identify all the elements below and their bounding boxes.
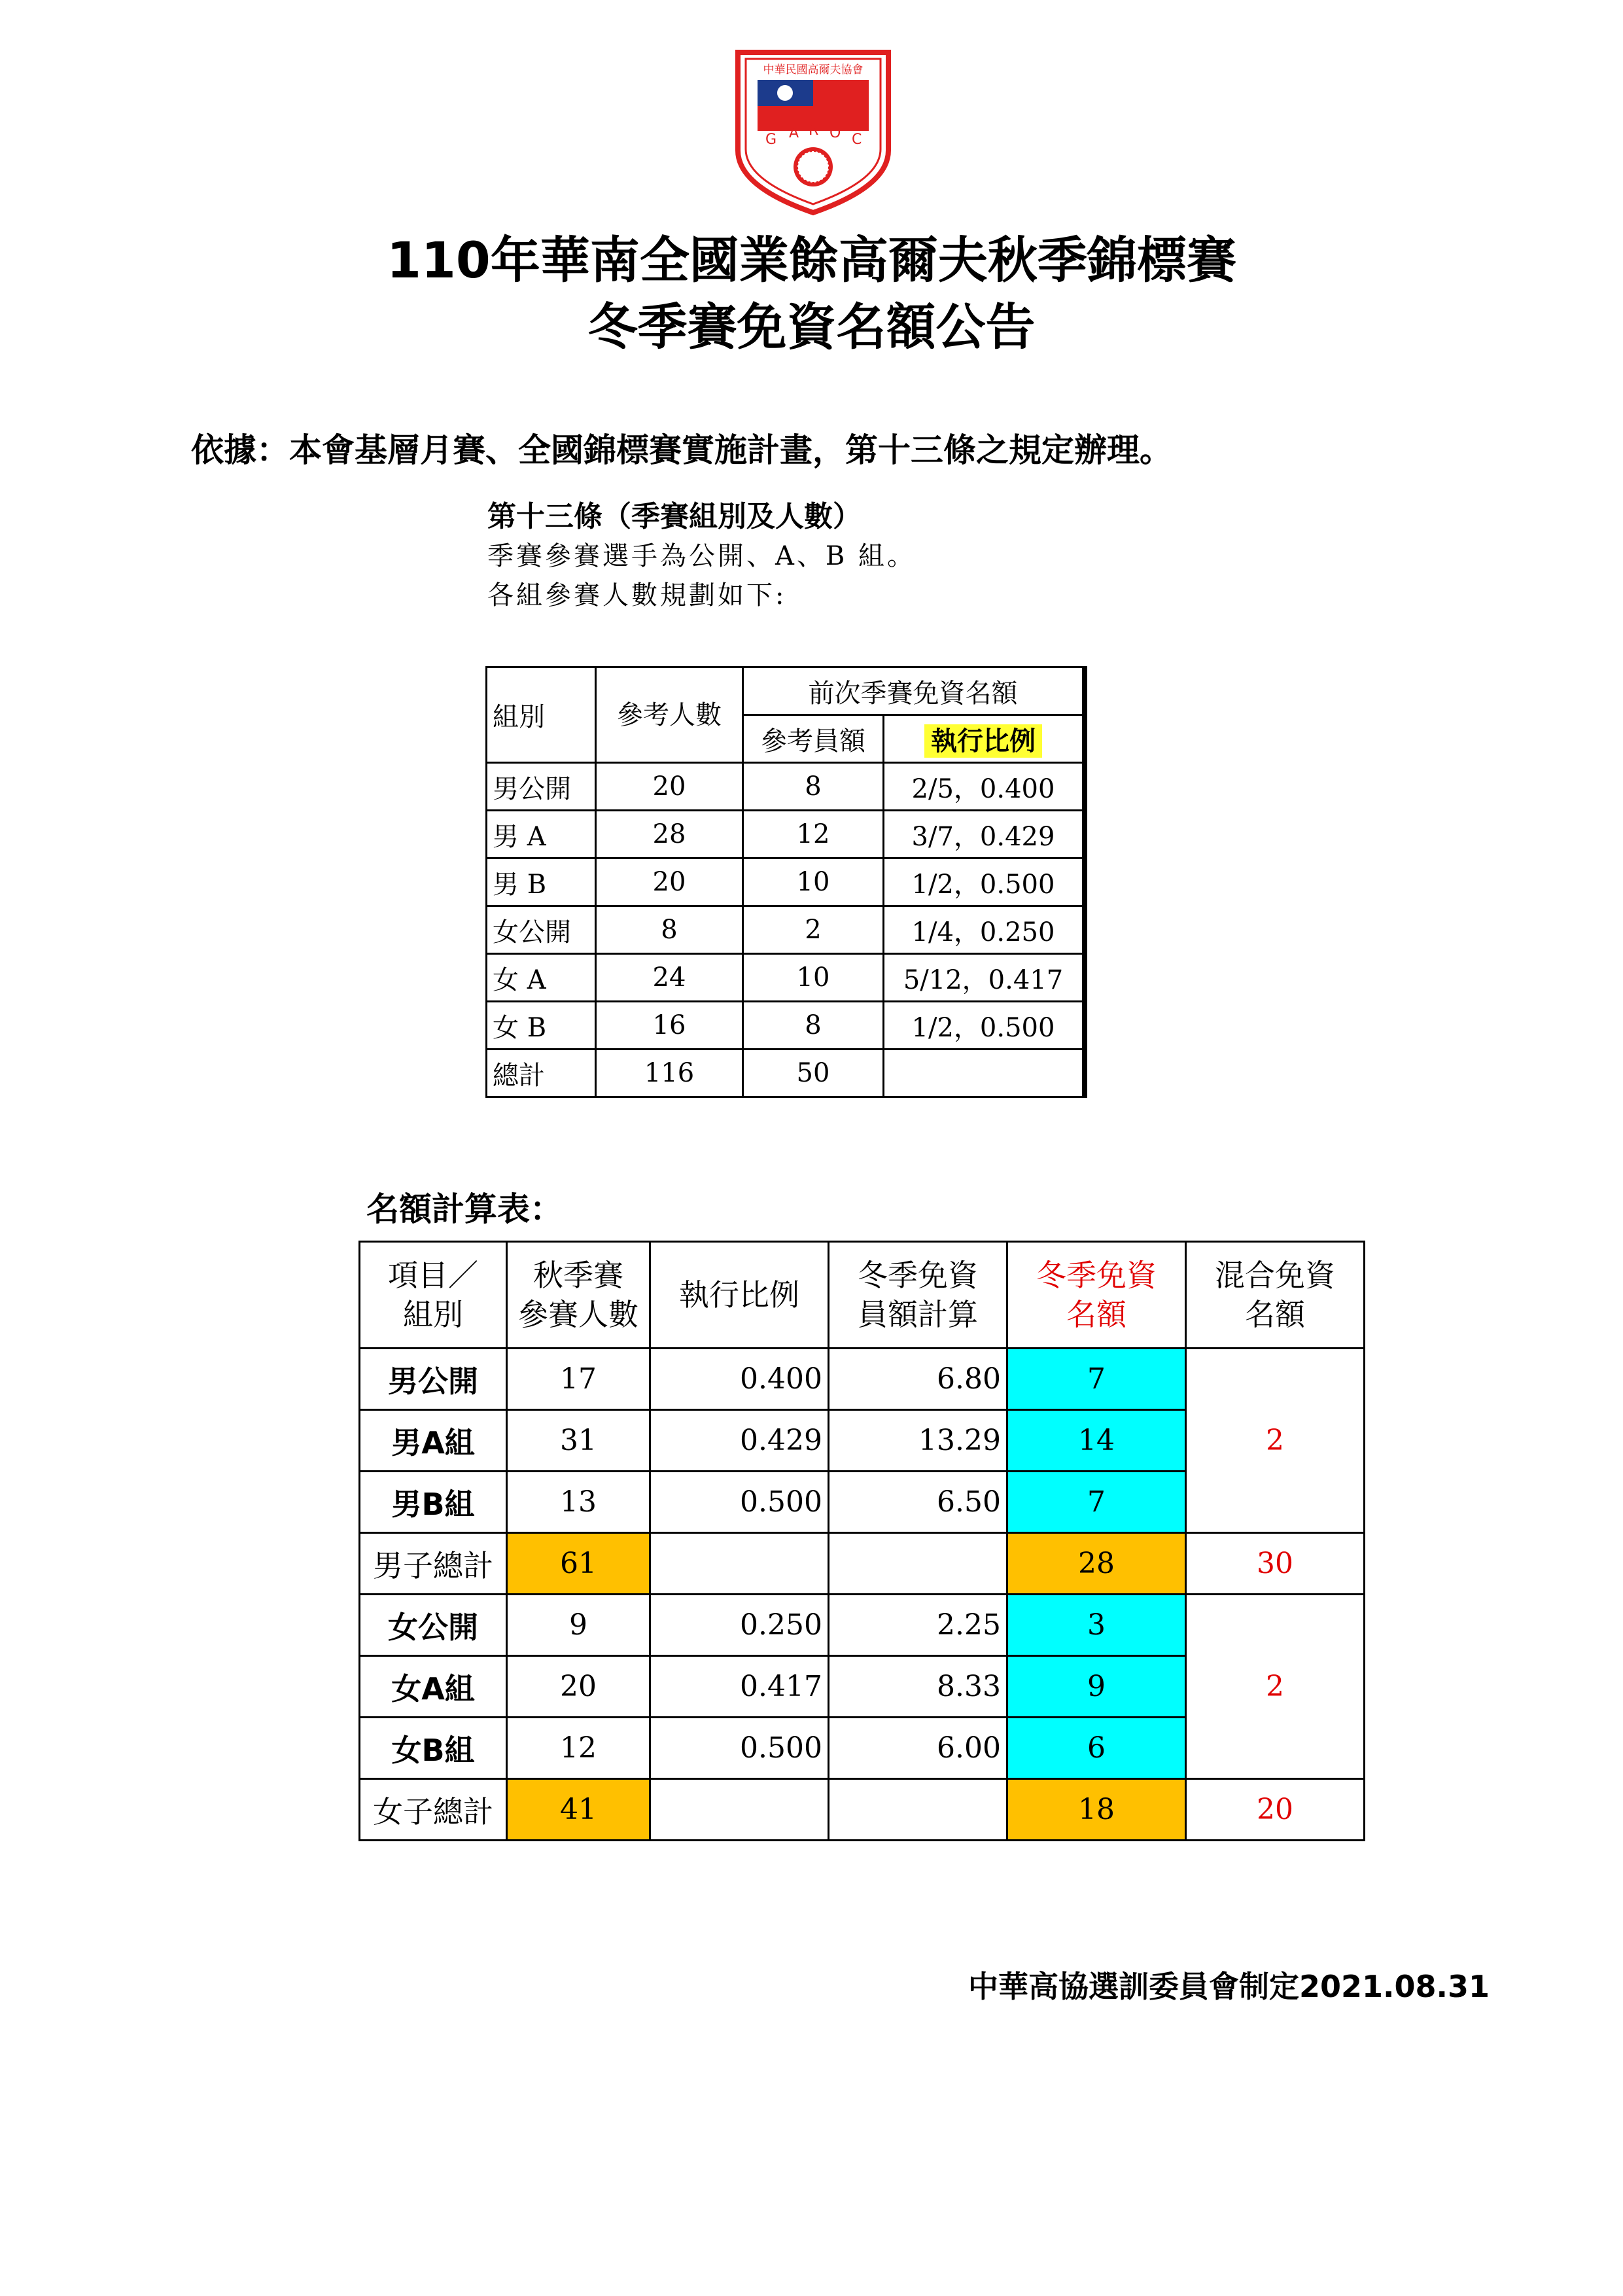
header-cell bbox=[884, 715, 1085, 763]
table-row: 女B組 12 0.500 6.00 6 bbox=[360, 1718, 1365, 1779]
header-cell: 混合免資 名額 bbox=[1186, 1242, 1365, 1349]
article-heading: 第十三條（季賽組別及人數） bbox=[487, 500, 862, 533]
table-row: 男公開 17 0.400 6.80 7 2 bbox=[360, 1349, 1365, 1410]
mixed-quota: 2 bbox=[1186, 1595, 1365, 1779]
header-cell: 執行比例 bbox=[650, 1242, 829, 1349]
page-title: 110年華南全國業餘高爾夫秋季錦標賽 bbox=[387, 231, 1236, 289]
header-cell: 參考員額 bbox=[743, 715, 884, 763]
ratio-header: 執行比例 bbox=[924, 724, 1042, 758]
mixed-quota: 2 bbox=[1186, 1349, 1365, 1533]
total-row: 女子總計 41 18 20 bbox=[360, 1779, 1365, 1841]
header-cell: 冬季免資 名額 bbox=[1007, 1242, 1186, 1349]
header-cell: 前次季賽免資名額 bbox=[743, 667, 1085, 715]
table-row: 男B組 13 0.500 6.50 7 bbox=[360, 1472, 1365, 1533]
table-row: 男A組 31 0.429 13.29 14 bbox=[360, 1410, 1365, 1472]
logo-letter: A bbox=[789, 125, 799, 141]
article-line: 各組參賽人數規劃如下: bbox=[487, 580, 787, 610]
header-cell: 組別 bbox=[487, 667, 596, 763]
footer-signature: 中華高協選訓委員會制定2021.08.31 bbox=[968, 1969, 1490, 2004]
table-row: 總計 116 50 bbox=[487, 1050, 1085, 1097]
header-cell: 參考人數 bbox=[596, 667, 743, 763]
basis-text: 依據：本會基層月賽、全國錦標賽實施計畫，第十三條之規定辦理。 bbox=[191, 431, 1172, 469]
svg-text:中華民國高爾夫協會: 中華民國高爾夫協會 bbox=[763, 63, 864, 77]
table-row: 女 B 16 8 1/2，0.500 bbox=[487, 1002, 1085, 1050]
table-row: 女公開 8 2 1/4，0.250 bbox=[487, 906, 1085, 954]
article-13 bbox=[487, 497, 916, 615]
garoc-logo bbox=[731, 46, 895, 216]
page-subtitle: 冬季賽免資名額公告 bbox=[587, 298, 1036, 356]
logo-letter: G bbox=[765, 132, 777, 148]
table-row: 男公開 20 8 2/5，0.400 bbox=[487, 763, 1085, 811]
table-row: 女 A 24 10 5/12，0.417 bbox=[487, 954, 1085, 1002]
header-cell: 秋季賽 參賽人數 bbox=[507, 1242, 650, 1349]
logo-letter: R bbox=[809, 122, 819, 139]
total-row: 男子總計 61 28 30 bbox=[360, 1533, 1365, 1595]
logo-letter: C bbox=[852, 132, 862, 148]
table-row: 男 A 28 12 3/7，0.429 bbox=[487, 811, 1085, 858]
logo-letter: O bbox=[829, 125, 841, 141]
table-row: 女公開 9 0.250 2.25 3 2 bbox=[360, 1595, 1365, 1656]
header-cell: 冬季免資 員額計算 bbox=[829, 1242, 1007, 1349]
article-table bbox=[485, 666, 1087, 1098]
calc-label: 名額計算表： bbox=[366, 1190, 563, 1228]
calc-table bbox=[358, 1241, 1365, 1841]
header-cell: 項目／ 組別 bbox=[360, 1242, 507, 1349]
article-line: 季賽參賽選手為公開、A、B 組。 bbox=[487, 541, 916, 571]
table-row: 女A組 20 0.417 8.33 9 bbox=[360, 1656, 1365, 1718]
header-row bbox=[360, 1242, 1365, 1349]
table-row: 男 B 20 10 1/2，0.500 bbox=[487, 858, 1085, 906]
